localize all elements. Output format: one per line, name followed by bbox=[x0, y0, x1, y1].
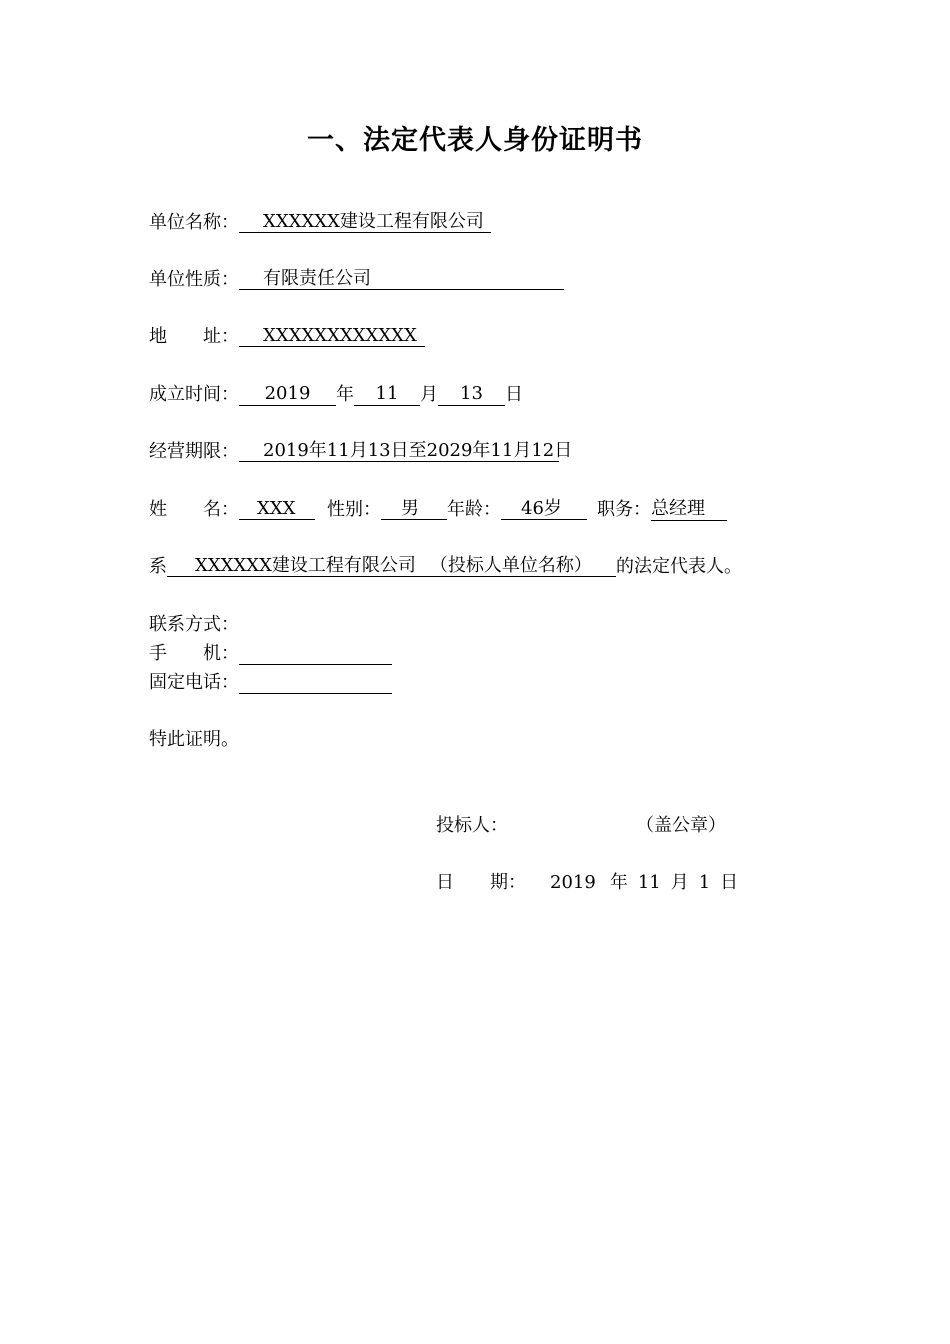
established-month-unit: 月 bbox=[420, 384, 438, 405]
date-row bbox=[436, 871, 738, 895]
established-day: 13 bbox=[438, 383, 505, 406]
business-term-label: 经营期限： bbox=[149, 441, 239, 462]
statement-company: XXXXXX建设工程有限公司 bbox=[195, 555, 416, 576]
address-label: 地 址： bbox=[149, 326, 239, 347]
address-value: XXXXXXXXXXXX bbox=[239, 325, 425, 347]
established-label: 成立时间： bbox=[149, 384, 239, 405]
statement-note: （投标人单位名称） bbox=[429, 555, 592, 576]
date-day-unit: 日 bbox=[720, 872, 739, 893]
statement-row bbox=[149, 555, 742, 579]
certify-text: 特此证明。 bbox=[149, 729, 239, 750]
bidder-row bbox=[436, 814, 726, 838]
established-month: 11 bbox=[354, 383, 420, 406]
page-title: 一、法定代表人身份证明书 bbox=[307, 125, 643, 156]
contact-heading-row bbox=[149, 613, 239, 637]
person-position-label: 职务： bbox=[597, 499, 651, 520]
person-row bbox=[149, 498, 727, 522]
mobile-label: 手 机： bbox=[149, 643, 239, 664]
date-month-unit: 月 bbox=[670, 872, 689, 893]
established-year: 2019 bbox=[239, 383, 336, 406]
contact-heading: 联系方式： bbox=[149, 614, 239, 635]
person-name-value: XXX bbox=[239, 498, 315, 520]
mobile-row bbox=[149, 642, 392, 666]
date-label: 日 期： bbox=[436, 872, 526, 893]
date-month: 11 bbox=[637, 872, 661, 893]
business-term-value: 2019年11月13日至2029年11月12日 bbox=[239, 440, 559, 462]
unit-nature-label: 单位性质： bbox=[149, 269, 239, 290]
date-year: 2019 bbox=[550, 872, 596, 893]
statement-prefix: 系 bbox=[149, 556, 167, 577]
person-gender-value: 男 bbox=[381, 498, 447, 520]
established-day-unit: 日 bbox=[505, 384, 523, 405]
phone-field bbox=[239, 671, 392, 694]
bidder-seal-note: （盖公章） bbox=[636, 815, 726, 836]
bidder-label: 投标人： bbox=[436, 815, 508, 836]
person-name-label: 姓 名： bbox=[149, 499, 239, 520]
business-term-row bbox=[149, 440, 573, 464]
phone-row bbox=[149, 671, 392, 695]
unit-name-row bbox=[149, 211, 491, 235]
person-age-label: 年龄： bbox=[447, 499, 501, 520]
phone-label: 固定电话： bbox=[149, 672, 239, 693]
unit-nature-row bbox=[149, 268, 564, 292]
unit-nature-value: 有限责任公司 bbox=[239, 268, 564, 290]
certify-row bbox=[149, 728, 239, 752]
unit-name-label: 单位名称： bbox=[149, 212, 239, 233]
statement-company-field bbox=[167, 555, 616, 577]
date-year-unit: 年 bbox=[609, 872, 628, 893]
established-row bbox=[149, 383, 523, 407]
statement-suffix: 的法定代表人。 bbox=[616, 556, 742, 577]
person-age-value: 46岁 bbox=[501, 498, 587, 520]
mobile-field bbox=[239, 642, 392, 665]
date-day: 1 bbox=[698, 872, 711, 893]
person-gender-label: 性别： bbox=[327, 499, 381, 520]
address-row bbox=[149, 325, 425, 349]
unit-name-value: XXXXXX建设工程有限公司 bbox=[239, 211, 491, 233]
established-year-unit: 年 bbox=[336, 384, 354, 405]
person-position-value: 总经理 bbox=[651, 498, 727, 521]
